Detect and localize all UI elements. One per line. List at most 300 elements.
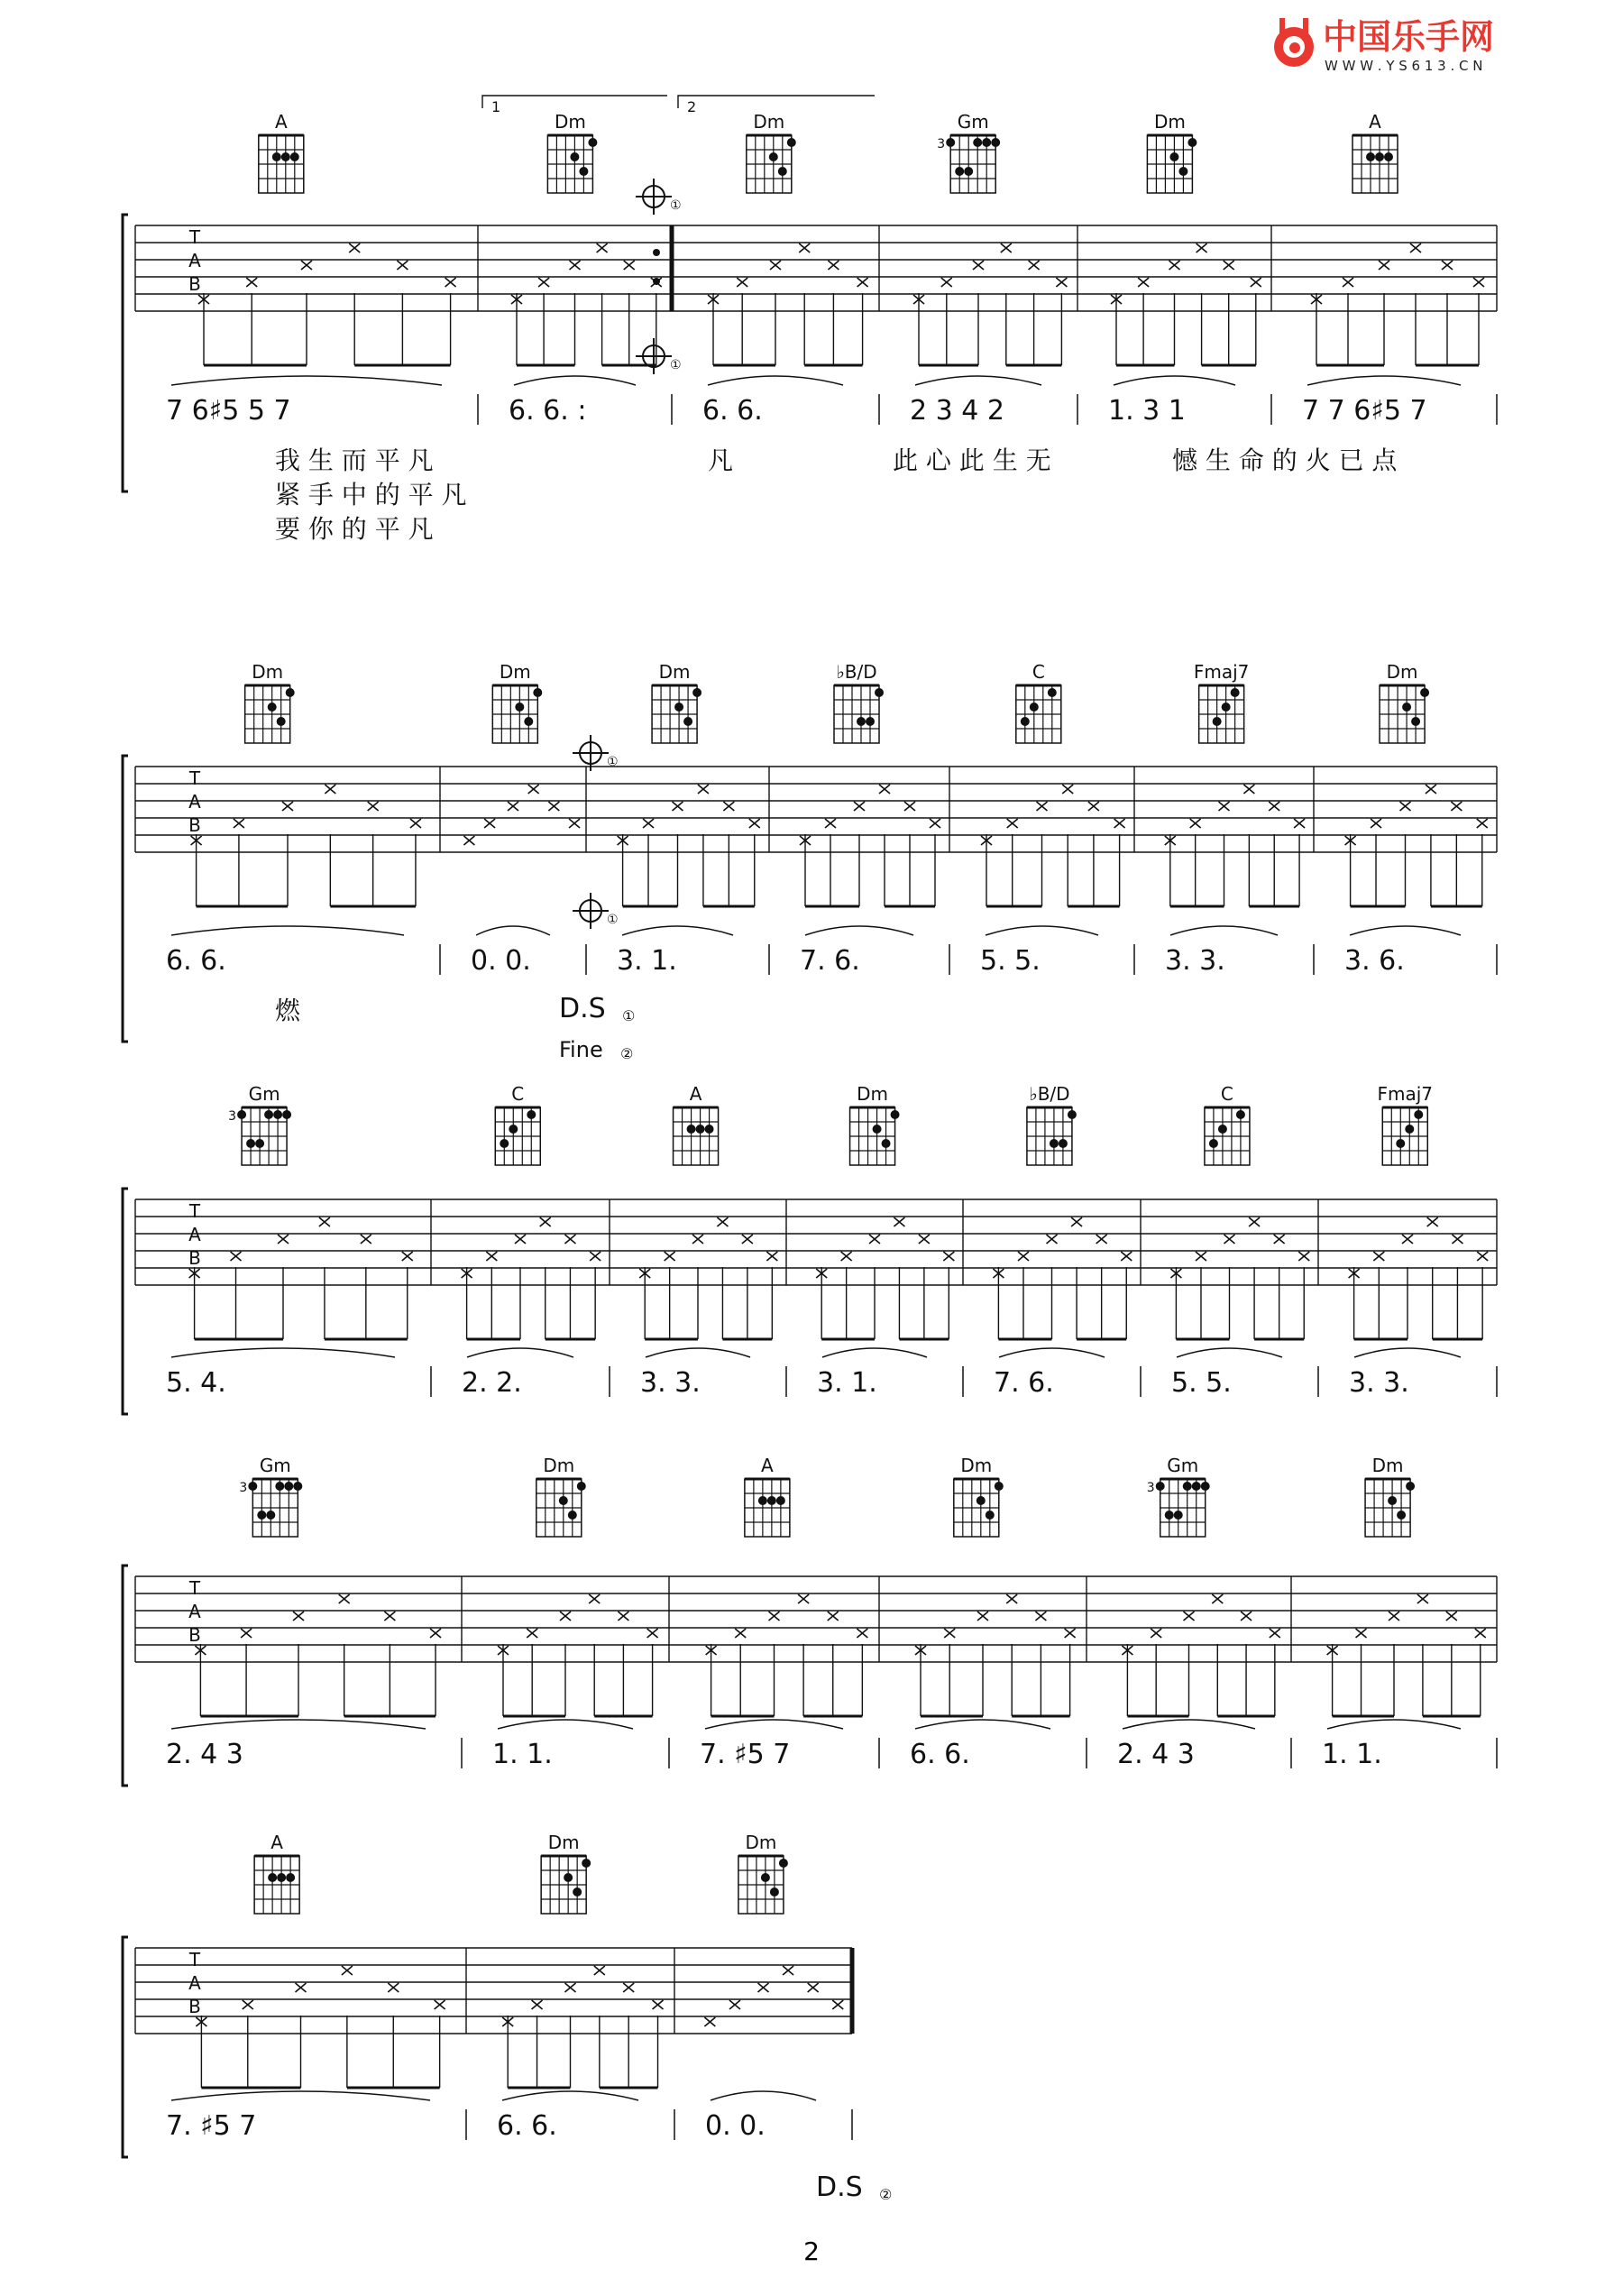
tie-arc [646,1348,750,1357]
tab-note-mark [749,819,760,828]
tie-arc [171,926,404,935]
tab-note-mark [243,2000,253,2009]
chord-dot [579,167,588,176]
chord-dot [264,1110,273,1119]
chord-dot [509,1125,518,1134]
logo-icon [1274,18,1314,67]
tab-note-mark [1001,243,1012,253]
tab-note-mark [742,1235,753,1244]
system-bracket [123,1566,128,1786]
tab-note-mark [1224,261,1234,270]
chord-dot [776,1496,785,1505]
tab-note-mark [737,278,747,287]
chord-dot [293,1482,302,1491]
chord-dot [272,152,281,161]
tab-note-mark [944,1629,955,1638]
numbered-notation: 5. 5. [1171,1367,1232,1399]
chord-dot [770,1887,779,1896]
tab-note-mark [1056,278,1067,287]
chord-dot [1201,1482,1210,1491]
chord-dot [1414,1110,1423,1119]
volta-label: 1 [491,98,501,115]
tab-note-mark [1269,802,1279,811]
tab-letter: T [188,1200,201,1222]
tab-note-mark [515,1235,526,1244]
tab-note-mark [1184,1612,1195,1621]
coda-symbol [636,338,682,374]
chord-dot [1068,1110,1077,1119]
brand-name: 中国乐手网 [1323,17,1495,57]
chord-dot [277,717,286,726]
chord-name: Dm [1371,1455,1404,1476]
chord-dot [705,1125,714,1134]
chord-fret-number: 3 [1146,1481,1155,1495]
tab-note-mark [339,1594,350,1603]
tie-arc [986,926,1098,935]
numbered-notation: 6. 6. [166,945,226,977]
tab-note-mark [723,802,734,811]
tab-note-mark [278,1235,289,1244]
tab-note-mark [1047,1235,1058,1244]
tab-note-mark [1389,1612,1399,1621]
tie-arc [476,926,550,935]
numbered-notation: 6. 6. : [509,395,587,427]
tab-note-mark [665,1252,675,1261]
tie-arc [1170,926,1278,935]
tab-note-mark [1400,802,1411,811]
chord-dot [515,703,524,712]
chord-name: A [761,1455,774,1476]
tie-arc [705,1720,843,1729]
coda-number: ① [607,913,619,927]
tab-note-mark [445,278,456,287]
chord-name: C [511,1083,525,1105]
lyric: 此 心 此 生 无 [893,445,1051,475]
chord-dot [873,1125,882,1134]
chord-diagram [834,661,884,743]
tab-note-mark [623,1983,634,1992]
tab-note-mark [1138,278,1149,287]
chord-dot [991,138,1000,147]
tie-arc [1123,1720,1255,1729]
chord-diagram [541,1832,591,1914]
chord-dot [577,1482,586,1491]
chord-dot [767,1496,776,1505]
tab-note-mark [904,802,915,811]
tab-letter: B [188,1624,201,1646]
chord-dot [1411,717,1420,726]
chord-diagram [536,1455,586,1537]
chord-dot [779,1859,788,1868]
numbered-notation: 3. 3. [1165,945,1225,977]
tie-arc [915,376,1041,385]
lyric: 要 你 的 平 凡 [275,514,434,544]
chord-dot [1396,1139,1405,1148]
lyric: 憾 生 命 的 火 已 点 [1172,445,1398,475]
tab-letter: A [188,1972,201,1994]
chord-dot [1178,167,1187,176]
chord-dot [964,167,973,176]
chord-dot [692,688,701,697]
ds-circle: ① [622,1007,636,1024]
numbered-notation: 3. 3. [1349,1367,1409,1399]
system-1 [123,111,1497,544]
chord-name: Fmaj7 [1193,661,1250,683]
tab-note-mark [564,1235,575,1244]
chord-diagram [1027,1083,1077,1165]
tie-arc [708,376,843,385]
tie-arc [171,1720,426,1729]
tab-letter: A [188,791,201,813]
tie-arc [1354,1348,1461,1357]
chord-name: Dm [554,111,586,133]
brand-url: W W W . Y S 6 1 3 . C N [1325,58,1483,74]
chord-dot [290,152,299,161]
tab-note-mark [1243,785,1254,794]
tab-note-mark [879,785,890,794]
numbered-notation: 3. 1. [817,1367,877,1399]
tab-note-mark [1071,1217,1082,1226]
tab-letter: B [188,814,201,836]
tab-note-mark [231,1252,242,1261]
chord-dot [1030,703,1039,712]
tab-note-mark [532,2000,543,2009]
tab-note-mark [977,1612,988,1621]
chord-dot [1021,717,1030,726]
chord-dot [275,1482,284,1491]
tab-note-mark [1007,819,1018,828]
chord-diagram [239,1455,302,1537]
tab-note-mark [1427,1217,1438,1226]
chord-diagram [1380,661,1429,743]
chord-dot [281,152,290,161]
tab-note-mark [1151,1629,1161,1638]
chord-dot [882,1139,891,1148]
tab-note-mark [1088,802,1099,811]
tie-arc [999,1348,1105,1357]
tab-note-mark [296,1983,307,1992]
chord-dot [946,138,955,147]
tab-note-mark [624,261,635,270]
coda-symbol [573,735,619,771]
tab-note-mark [1212,1594,1223,1603]
chord-name: A [270,1832,283,1853]
tie-arc [1350,926,1461,935]
tie-arc [514,376,636,385]
chord-dot [1156,1482,1165,1491]
system-bracket [123,756,128,1042]
tab-note-mark [548,802,559,811]
chord-dot [1402,703,1411,712]
chord-dot [761,1873,770,1882]
tab-note-mark [528,785,539,794]
chord-dot [1048,688,1057,697]
numbered-notation: 0. 0. [471,945,531,977]
numbered-notation: 2. 2. [462,1367,522,1399]
chord-fret-number: 3 [228,1109,237,1124]
tab-note-mark [246,278,257,287]
chord-dot [268,703,277,712]
tab-note-mark [342,1966,353,1975]
tab-note-mark [301,261,312,270]
tab-note-mark [643,819,654,828]
chord-dot [500,1139,509,1148]
numbered-notation: 5. 5. [980,945,1041,977]
tab-note-mark [1477,1252,1488,1261]
tab-note-mark [618,1612,628,1621]
chord-dot [286,1873,295,1882]
chord-diagram [1147,1455,1210,1537]
tab-note-mark [538,278,549,287]
tab-note-mark [1224,1235,1235,1244]
chord-dot [1222,703,1231,712]
chord-name: C [1220,1083,1233,1105]
tab-letter: T [188,1577,201,1599]
chord-dot [1209,1139,1218,1148]
tab-note-mark [1477,819,1488,828]
tab-note-mark [1249,1217,1260,1226]
tab-note-mark [653,2000,664,2009]
chord-dot [769,152,778,161]
tab-note-mark [1114,819,1125,828]
tab-note-mark [570,261,581,270]
tab-note-mark [234,819,244,828]
tab-note-mark [1402,1235,1413,1244]
tab-note-mark [293,1612,304,1621]
chord-dot [237,1110,246,1119]
tab-note-mark [484,819,495,828]
tab-note-mark [1451,802,1462,811]
chord-dot [286,688,295,697]
tie-arc [1307,376,1461,385]
chord-dot [533,688,542,697]
numbered-notation: 0. 0. [705,2110,766,2142]
chord-diagram [1205,1083,1250,1165]
tab-note-mark [1018,1252,1029,1261]
tab-note-mark [857,278,868,287]
tab-note-mark [973,261,984,270]
chord-dot [527,1110,536,1119]
numbered-notation: 2. 4 3 [1117,1739,1195,1770]
tab-note-mark [1410,243,1421,253]
chord-dot [986,1511,995,1520]
tab-letter: T [188,1949,201,1970]
chord-dot [687,1125,696,1134]
tab-note-mark [349,243,360,253]
chord-fret-number: 3 [937,137,946,152]
tab-note-mark [854,802,865,811]
tab-note-mark [1169,261,1180,270]
tab-note-mark [435,2000,445,2009]
tie-arc [171,2091,430,2100]
tab-note-mark [770,261,781,270]
tab-note-mark [560,1612,571,1621]
tab-note-mark [825,819,836,828]
tab-note-mark [1442,261,1453,270]
chord-dot [1397,1511,1406,1520]
tab-note-mark [1452,1235,1463,1244]
chord-dot [1169,152,1178,161]
chord-name: ♭B/D [836,661,877,683]
chord-dot [257,1511,266,1520]
tab-note-mark [597,243,608,253]
tab-note-mark [1270,1629,1280,1638]
system-bracket [123,215,128,491]
chord-dot [1420,688,1429,697]
tab-note-mark [1065,1629,1076,1638]
tie-arc [622,926,733,935]
tab-note-mark [590,1252,601,1261]
tab-note-mark [410,819,421,828]
system-4 [123,1455,1497,1786]
chord-dot [1231,688,1240,697]
tab-note-mark [319,1217,330,1226]
numbered-notation: 7. ♯5 7 [166,2110,257,2142]
tab-note-mark [1241,1612,1252,1621]
tab-note-mark [1035,1612,1046,1621]
tab-note-mark [808,1983,819,1992]
tab-note-mark [589,1594,600,1603]
chord-name: Fmaj7 [1377,1083,1434,1105]
tab-note-mark [388,1983,399,1992]
chord-dot [875,688,884,697]
chord-dot [582,1859,591,1868]
chord-dot [1388,1496,1397,1505]
system-5 [123,1832,892,2203]
chord-dot [1218,1125,1227,1134]
tab-note-mark [1029,261,1040,270]
numbered-notation: 7. ♯5 7 [700,1739,791,1770]
system-bracket [123,1189,128,1414]
chord-dot [1405,1125,1414,1134]
chord-diagram [674,1083,719,1165]
tab-note-mark [841,1252,852,1261]
tab-note-mark [943,1252,954,1261]
chord-diagram [547,111,597,193]
tab-note-mark [1417,1594,1428,1603]
coda-number: ① [670,198,682,213]
tab-note-mark [1294,819,1305,828]
tab-note-mark [508,802,518,811]
tab-note-mark [1096,1235,1107,1244]
tie-arc [467,1348,573,1357]
tab-note-mark [1379,261,1389,270]
chord-dot [1406,1482,1415,1491]
tab-note-mark [1196,1252,1206,1261]
chord-name: ♭B/D [1029,1083,1070,1105]
tie-arc [1327,1720,1461,1729]
chord-fret-number: 3 [239,1481,248,1495]
tab-note-mark [565,1983,576,1992]
chord-diagram [850,1083,900,1165]
numbered-notation: 5. 4. [166,1367,226,1399]
tab-note-mark [698,785,709,794]
tie-arc [171,1348,395,1357]
tab-note-mark [766,1252,777,1261]
tab-note-mark [673,802,683,811]
chord-diagram [1194,661,1250,743]
chord-diagram [954,1455,1004,1537]
numbered-notation: 2 3 4 2 [910,395,1004,427]
tie-arc [805,926,913,935]
tab-note-mark [799,243,810,253]
tab-note-mark [241,1629,252,1638]
chord-dot [1366,152,1375,161]
coda-symbol [636,179,682,215]
chord-name: A [1369,111,1381,133]
numbered-notation: 1. 3 1 [1108,395,1186,427]
chord-name: C [1032,661,1045,683]
tab-note-mark [282,802,293,811]
numbered-notation: 6. 6. [910,1739,970,1770]
chord-dot [248,1482,257,1491]
chord-diagram [1352,111,1398,193]
tab-letter: B [188,1996,201,2017]
tie-arc [171,376,442,385]
tab-note-mark [1373,1252,1384,1261]
tab-note-mark [384,1612,395,1621]
volta-1 [482,96,667,108]
chord-dot [973,138,982,147]
tab-note-mark [1006,1594,1017,1603]
chord-dot [982,138,991,147]
tie-arc [822,1348,927,1357]
chord-name: A [274,111,288,133]
tab-note-mark [1197,243,1207,253]
tab-note-mark [569,819,580,828]
chord-diagram [1365,1455,1415,1537]
tab-note-mark [325,785,335,794]
tab-note-mark [894,1217,904,1226]
chord-dot [266,1511,275,1520]
chord-dot [282,1110,291,1119]
tab-note-mark [397,261,408,270]
ds-marking: D.S [816,2172,863,2203]
tie-arc [1114,376,1235,385]
tab-letter: T [188,767,201,789]
chord-name: Dm [1153,111,1186,133]
numbered-notation: 3. 6. [1344,945,1405,977]
chord-dot [255,1139,264,1148]
numbered-notation: 7 6♯5 5 7 [166,395,291,427]
chord-dot [1213,717,1222,726]
volta-brackets [482,96,875,115]
tab-note-mark [1426,785,1436,794]
chord-dot [1384,152,1393,161]
numbered-notation: 3. 1. [617,945,677,977]
system-2 [123,661,1497,1062]
tab-note-mark [1219,802,1230,811]
tab-note-mark [1446,1612,1457,1621]
chord-diagram [747,111,796,193]
system-3 [123,1083,1497,1414]
tab-note-mark [729,2000,740,2009]
tab-note-mark [368,802,379,811]
chord-diagram [1147,111,1197,193]
chord-name: Gm [1167,1455,1199,1476]
chord-dot [570,152,579,161]
lyric: 凡 [708,445,734,475]
chord-dot [758,1496,767,1505]
chord-dot [246,1139,255,1148]
tab-note-mark [941,278,952,287]
chord-dot [1187,138,1197,147]
chord-dot [524,717,533,726]
tab-note-mark [430,1629,441,1638]
numbered-notation: 1. 1. [1322,1739,1382,1770]
chord-dot [891,1110,900,1119]
chord-diagram [738,1832,788,1914]
